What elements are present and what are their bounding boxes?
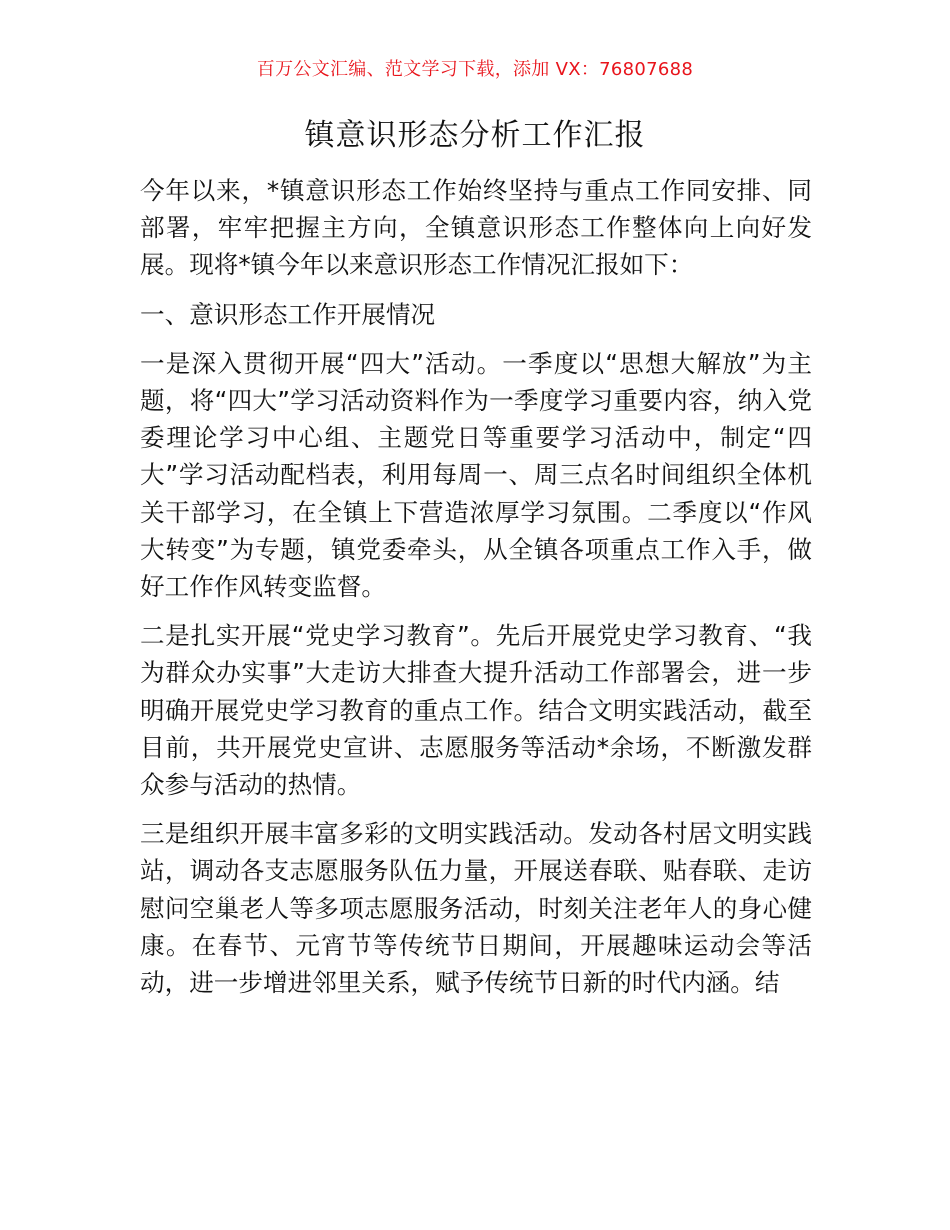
body-paragraph-1: 一是深入贯彻开展“四大”活动。一季度以“思想大解放”为主题，将“四大”学习活动资料作为一季度学习重要内容，纳入党委理论学习中心组、主题党日等重要学习活动中，制定“四大”学习活动配档表，利用每周一、周三点名时间组织全体机关干部学习，在全镇上下营造浓厚学习氛围。二季度以“作风大转变”为专题，镇党委牵头，从全镇各项重点工作入手，做好工作作风转变监督。 xyxy=(140,348,812,602)
intro-paragraph: 今年以来，*镇意识形态工作始终坚持与重点工作同安排、同部署，牢牢把握主方向，全镇意识形态工作整体向上向好发展。现将*镇今年以来意识形态工作情况汇报如下： xyxy=(140,176,812,280)
body-paragraph-2: 二是扎实开展“党史学习教育”。先后开展党史学习教育、“我为群众办实事”大走访大排查大提升活动工作部署会，进一步明确开展党史学习教育的重点工作。结合文明实践活动，截至目前，共开展党史宣讲、志愿服务等活动*余场，不断激发群众参与活动的热情。 xyxy=(140,621,812,800)
body-paragraph-3: 三是组织开展丰富多彩的文明实践活动。发动各村居文明实践站，调动各支志愿服务队伍力量，开展送春联、贴春联、走访慰问空巢老人等多项志愿服务活动，时刻关注老年人的身心健康。在春节、元宵节等传统节日期间，开展趣味运动会等活动，进一步增进邻里关系，赋予传统节日新的时代内涵。结 xyxy=(140,819,812,998)
document-body xyxy=(140,172,812,1013)
document-title: 镇意识形态分析工作汇报 xyxy=(304,118,646,153)
section-heading: 一、意识形态工作开展情况 xyxy=(140,299,436,329)
header-banner: 百万公文汇编、范文学习下载，添加 VX：76807688 xyxy=(256,59,694,80)
